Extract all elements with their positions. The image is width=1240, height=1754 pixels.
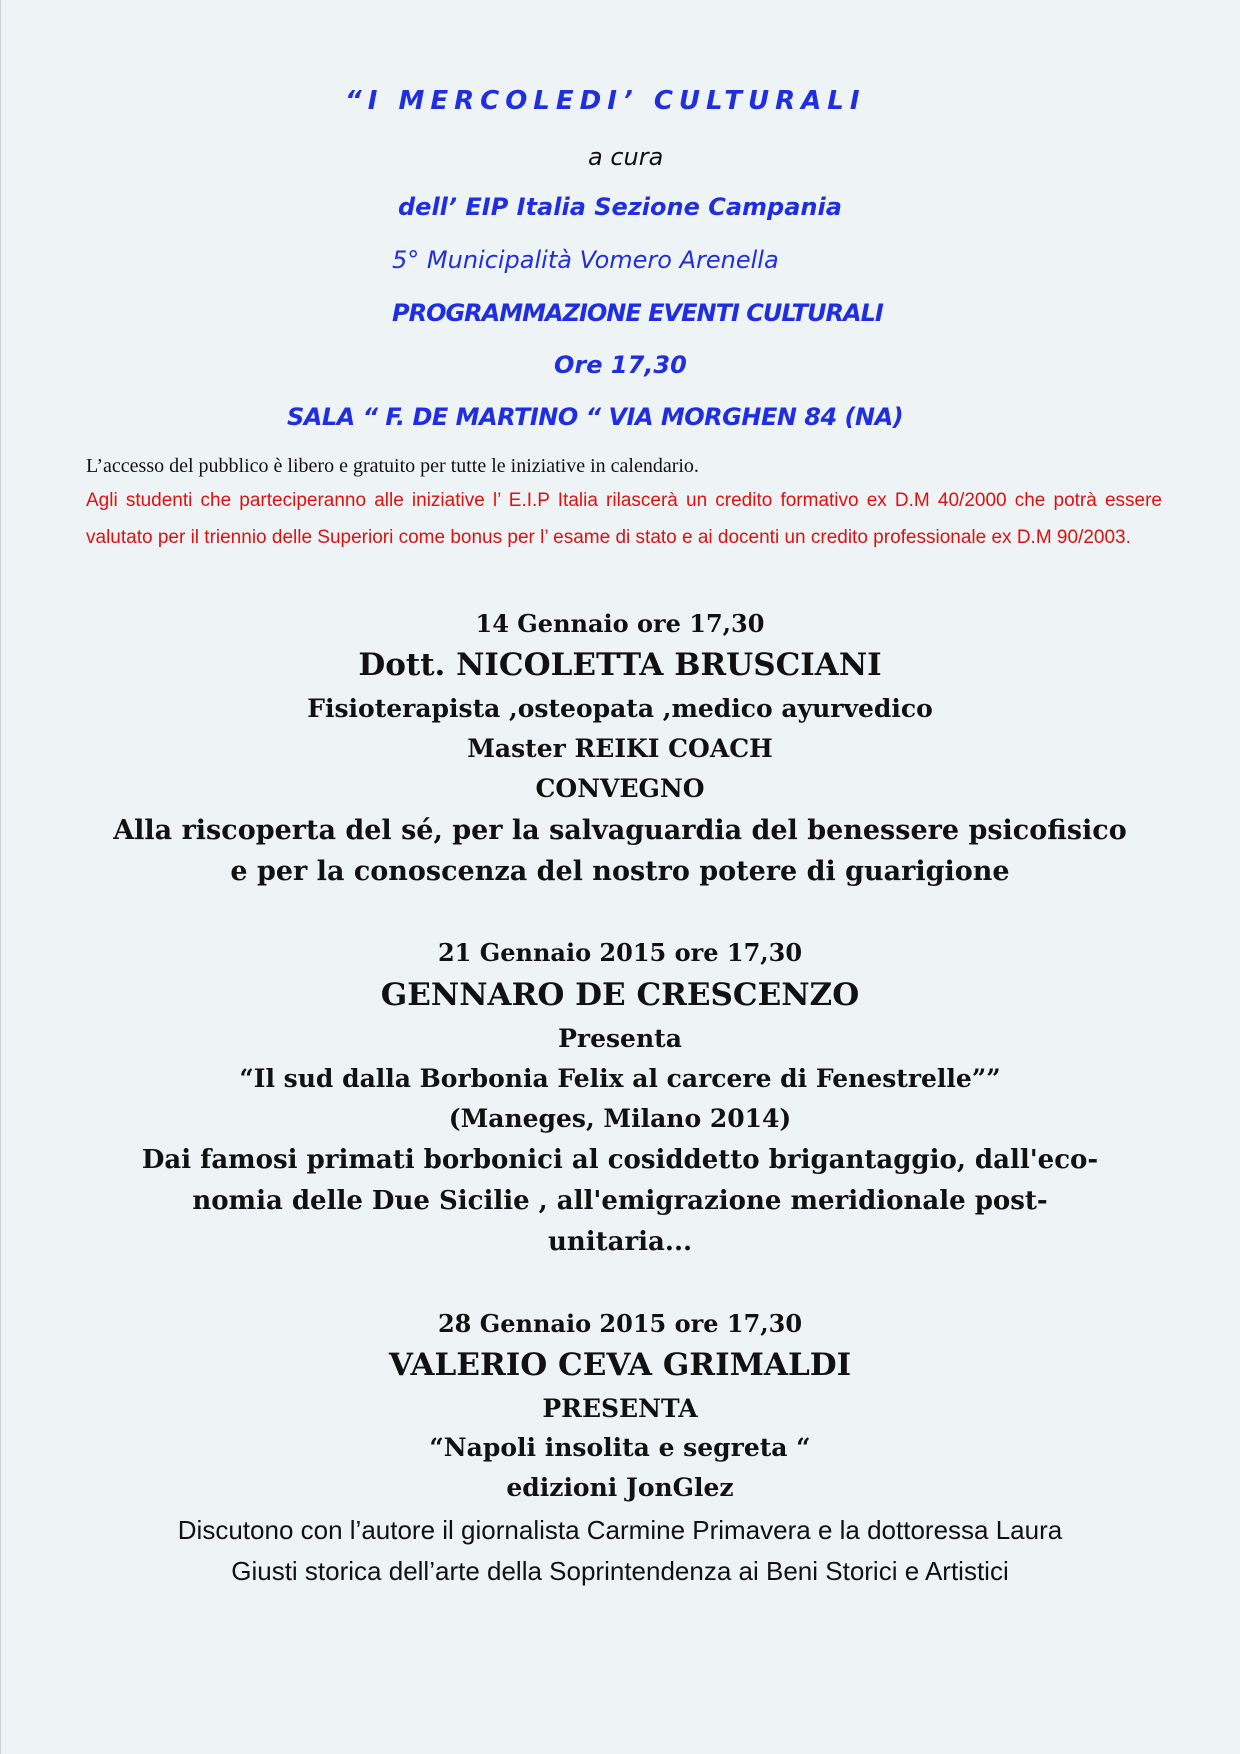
event-2-presents: Presenta [558,1024,682,1053]
header-organizer: dell’ EIP Italia Sezione Campania [398,193,842,221]
header-time: Ore 17,30 [554,351,687,379]
event-1-desc-2: e per la conoscenza del nostro potere di guarigione [230,856,1010,887]
event-1-desc-1: Alla riscoperta del sé, per la salvaguardia del benessere psicofisico [113,815,1127,846]
event-1-date: 14 Gennaio ore 17,30 [475,609,765,638]
event-3-date: 28 Gennaio 2015 ore 17,30 [437,1309,803,1338]
event-3-publisher: edizioni JonGlez [506,1473,734,1502]
event-2-desc-2: nomia delle Due Sicilie , all'emigrazione meridionale post- [192,1186,1048,1216]
event-3-desc-2: Giusti storica dell’arte della Soprintendenza ai Beni Storici e Artistici [231,1556,1009,1586]
event-2-publisher: (Maneges, Milano 2014) [448,1104,792,1133]
event-2-speaker: GENNARO DE CRESCENZO [380,977,860,1013]
event-3-presents: PRESENTA [542,1394,698,1423]
header-program: PROGRAMMAZIONE EVENTI CULTURALI [392,299,883,327]
event-1-type: CONVEGNO [535,774,705,803]
event-1-speaker: Dott. NICOLETTA BRUSCIANI [358,647,882,683]
header-municipality: 5° Municipalità Vomero Arenella [392,246,779,274]
event-3-book-title: “Napoli insolita e segreta “ [429,1433,811,1462]
event-1-role: Fisioterapista ,osteopata ,medico ayurvedico [307,694,933,723]
header-curated-by: a cura [588,143,664,171]
credit-note: Agli studenti che parteciperanno alle iniziative l’ E.I.P Italia rilascerà un credito formativo ex D.M 40/2000 che potrà essere valutato per il triennio delle Superiori come bonus per l’ esame di stato e ai docenti un credito professionale ex D.M 90/2003. [86,490,1162,548]
header-title: “I MERCOLEDI’ CULTURALI [345,86,866,116]
event-3-speaker: VALERIO CEVA GRIMALDI [388,1347,852,1383]
event-2-date: 21 Gennaio 2015 ore 17,30 [437,938,803,967]
event-2-desc-1: Dai famosi primati borbonici al cosiddetto brigantaggio, dall'eco- [141,1145,1099,1175]
event-3-desc-1: Discutono con l’autore il giornalista Carmine Primavera e la dottoressa Laura [177,1515,1063,1545]
event-1-title: Master REIKI COACH [467,734,773,763]
event-2-desc-3: unitaria... [547,1227,693,1257]
access-note: L’accesso del pubblico è libero e gratuito per tutte le iniziative in calendario. [86,455,699,477]
event-2-book-title: “Il sud dalla Borbonia Felix al carcere di Fenestrelle”” [239,1064,1001,1093]
header-venue: SALA “ F. DE MARTINO “ VIA MORGHEN 84 (NA) [287,403,904,431]
